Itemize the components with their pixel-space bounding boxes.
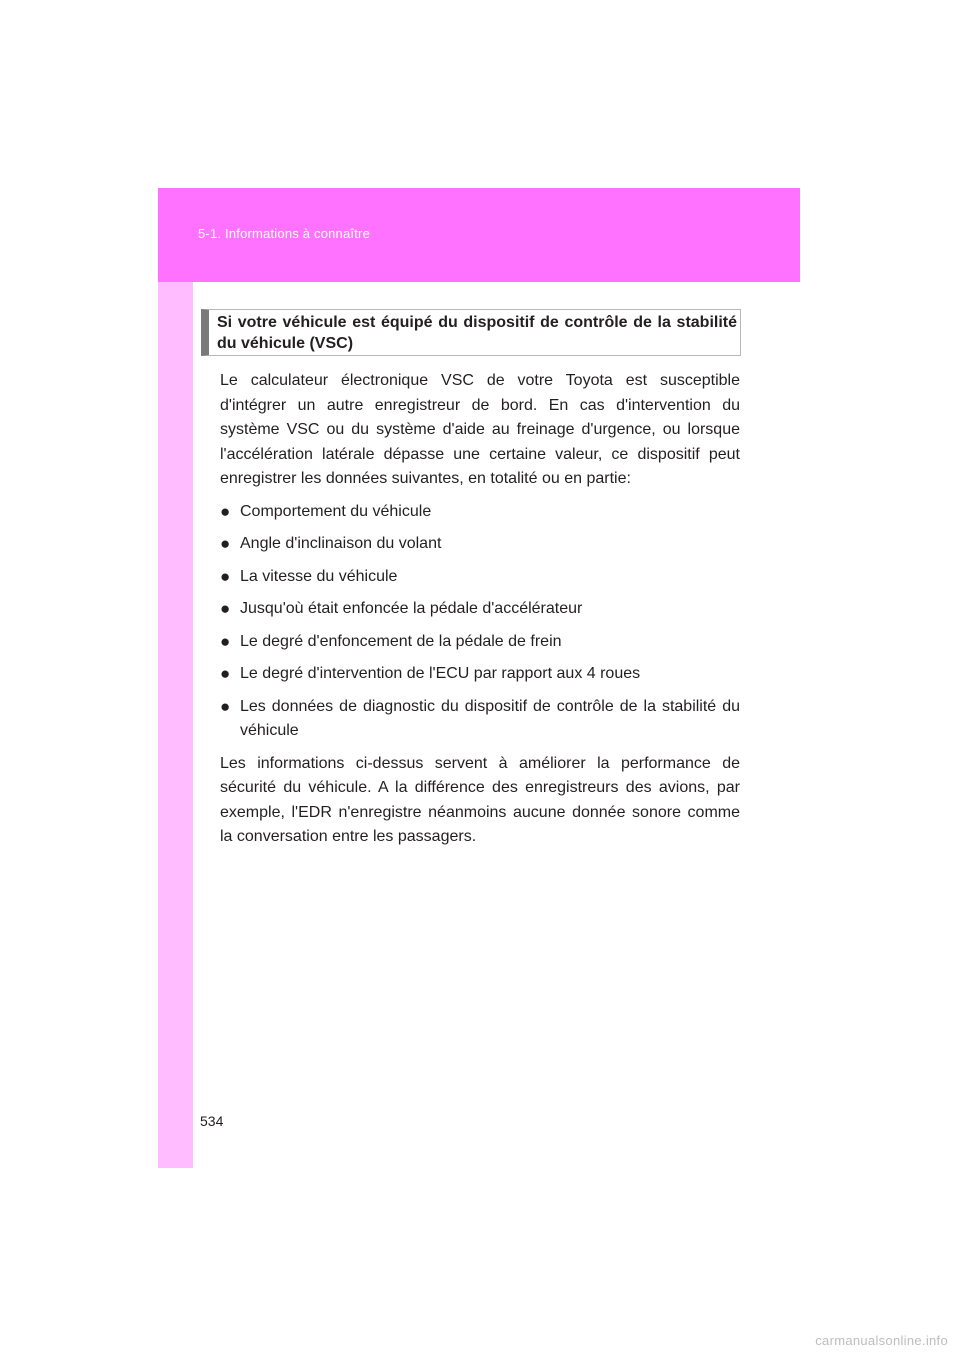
list-item-text: Comportement du véhicule: [240, 502, 432, 520]
list-item: [220, 630, 740, 655]
bullet-icon: ●: [220, 696, 231, 716]
side-strip: [158, 282, 193, 1168]
list-item: [220, 597, 740, 622]
bullet-icon: ●: [220, 599, 231, 618]
page-number: 534: [200, 1113, 224, 1129]
list-item: [220, 532, 740, 557]
list-item-text: Le degré d'intervention de l'ECU par rapport aux 4 roues: [240, 665, 641, 682]
list-item: [220, 500, 740, 525]
section-label: 5-1. Informations à connaître: [198, 226, 371, 241]
section-content: [220, 369, 740, 850]
list-item-text: Jusqu'où était enfoncée la pédale d'accélérateur: [240, 600, 583, 617]
bullet-icon: ●: [220, 501, 231, 521]
bullet-icon: ●: [220, 566, 231, 586]
bullet-icon: ●: [220, 664, 231, 683]
list-item-text: Le degré d'enfoncement de la pédale de frein: [240, 632, 562, 650]
intro-paragraph: Le calculateur électronique VSC de votre Toyota est susceptible d'intégrer un autre enregistreur de bord. En cas d'intervention du système VSC ou du système d'aide au freinage d'urgence, ou lorsque l'accélération latérale dépasse une certaine valeur, ce dispositif peut enregistrer les données suivantes, en totalité ou en partie:: [220, 372, 740, 487]
bullet-list: [220, 500, 740, 744]
closing-paragraph: Les informations ci-dessus servent à améliorer la performance de sécurité du véhicule. A la différence des enregistreurs des avions, par exemple, l'EDR n'enregistre néanmoins aucune donnée sonore comme la conversation entre les passagers.: [220, 754, 740, 845]
header-band: [158, 188, 800, 282]
bullet-icon: ●: [220, 534, 231, 553]
list-item-text: La vitesse du véhicule: [240, 567, 398, 585]
section-title: Si votre véhicule est équipé du dispositif de contrôle de la stabilité du véhicule (VSC): [201, 309, 741, 356]
list-item-text: Les données de diagnostic du dispositif de contrôle de la stabilité du véhicule: [240, 697, 740, 739]
list-item: [220, 565, 740, 590]
list-item-text: Angle d'inclinaison du volant: [240, 535, 442, 552]
list-item: [220, 662, 740, 687]
bullet-icon: ●: [220, 631, 231, 651]
watermark: carmanualsonline.info: [815, 1333, 948, 1348]
list-item: [220, 695, 740, 744]
